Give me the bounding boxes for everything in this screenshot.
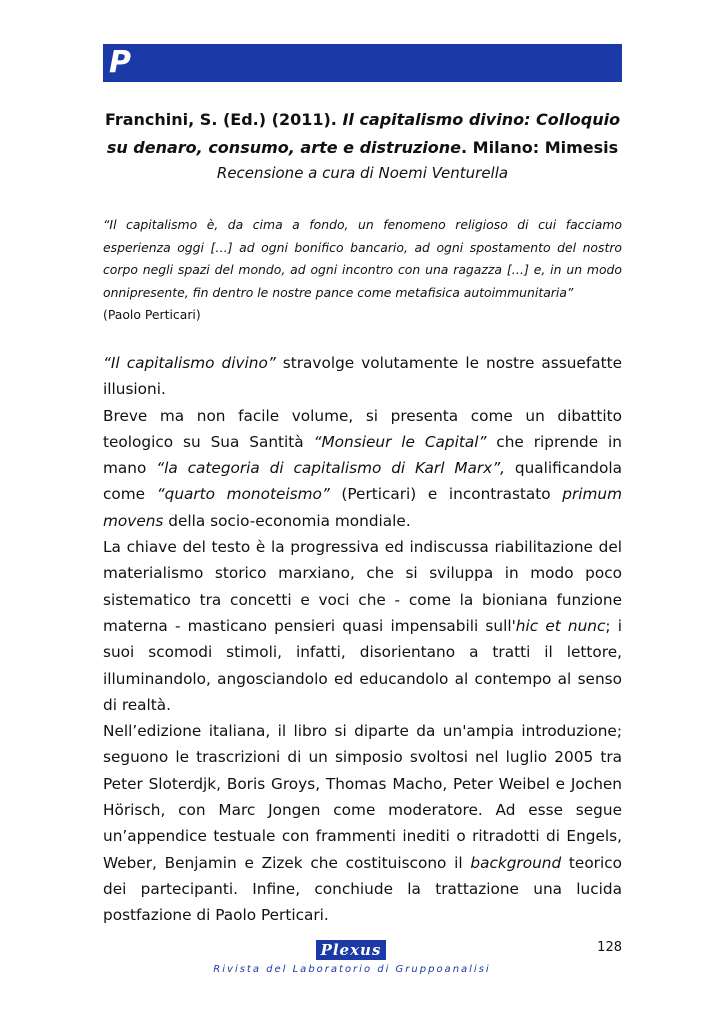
p2-italic-3: “quarto monoteismo”	[156, 485, 330, 504]
p1-italic: “Il capitalismo divino”	[103, 354, 276, 372]
p3-text-2: ; i suoi scomodi stimoli, infatti, disorientano a tratti il lettore, illuminandolo, angosciandolo ed educandolo al contempo al senso di realtà.	[103, 616, 622, 714]
header-bar	[103, 44, 622, 82]
paragraph-3	[103, 534, 622, 718]
p2-text-1: Breve ma non facile volume, si presenta come un dibattito teologico su Sua Santità	[103, 406, 622, 451]
paragraph-1	[103, 350, 622, 403]
p2-text-4: (Perticari) e incontrastato	[329, 485, 563, 504]
review-title	[103, 106, 622, 162]
epigraph	[103, 214, 622, 327]
p2-text-2: che riprende in mano	[103, 432, 622, 478]
epigraph-quote: “Il capitalismo è, da cima a fondo, un fenomeno religioso di cui facciamo esperienza oggi […] ad ogni bonifico bancario, ad ogni spostamento del nostro corpo negli spazi del mondo, ad ogni incontro con una ragazza […] e, in un modo onnipresente, fin dentro le nostre pance come metafisica autoimmunitaria”	[103, 217, 622, 300]
plexus-logo: Plexus	[316, 940, 386, 960]
paragraph-2	[103, 403, 622, 534]
p4-text-1: Nell’edizione italiana, il libro si diparte da un'ampia introduzione; seguono le trascrizioni di un simposio svoltosi nel luglio 2005 tra Peter Sloterdjk, Boris Groys, Thomas Macho, Peter Weibel e Jochen Hörisch, con Marc Jongen come moderatore. Ad esse segue un’appendice testuale con frammenti inediti o ritradotti di Engels, Weber, Benjamin e Zizek che costituiscono il	[103, 722, 622, 872]
p4-text-2: teorico dei partecipanti. Infine, conchiude la trattazione una lucida postfazione di Paolo Perticari.	[103, 853, 622, 925]
journal-name: Rivista del Laboratorio di Gruppoanalisi	[213, 964, 491, 975]
body-text	[103, 350, 622, 929]
review-subtitle: Recensione a cura di Noemi Venturella	[216, 164, 509, 182]
p2-text-5: della socio-economia mondiale.	[163, 511, 411, 530]
p4-italic-1: background	[470, 853, 562, 872]
p2-text-3: qualificandola come	[103, 459, 622, 504]
p2-italic-1: “Monsieur le Capital”	[313, 432, 487, 451]
p2-italic-2: “la categoria di capitalismo di Karl Marx”,	[156, 459, 506, 478]
title-book: Il capitalismo divino: Colloquio su denaro, consumo, arte e distruzione	[106, 110, 621, 157]
p2-italic-4: primum movens	[103, 485, 623, 530]
page-number: 128	[597, 940, 622, 955]
journal-logo-letter: P	[109, 45, 131, 80]
p3-italic-1: hic et nunc	[515, 616, 606, 635]
p1-text: stravolge volutamente le nostre assuefatte illusioni.	[103, 354, 622, 399]
p3-text-1: La chiave del testo è la progressiva ed indiscussa riabilitazione del materialismo storico marxiano, che si sviluppa in modo poco sistematico tra concetti e voci che - come la bioniana funzione materna - masticano pensieri quasi impensabili sull'	[103, 538, 622, 635]
epigraph-author: (Paolo Perticari)	[103, 307, 201, 322]
title-author: Franchini, S. (Ed.) (2011).	[104, 110, 343, 129]
title-publisher: . Milano: Mimesis	[461, 138, 619, 157]
paragraph-4	[103, 718, 622, 928]
